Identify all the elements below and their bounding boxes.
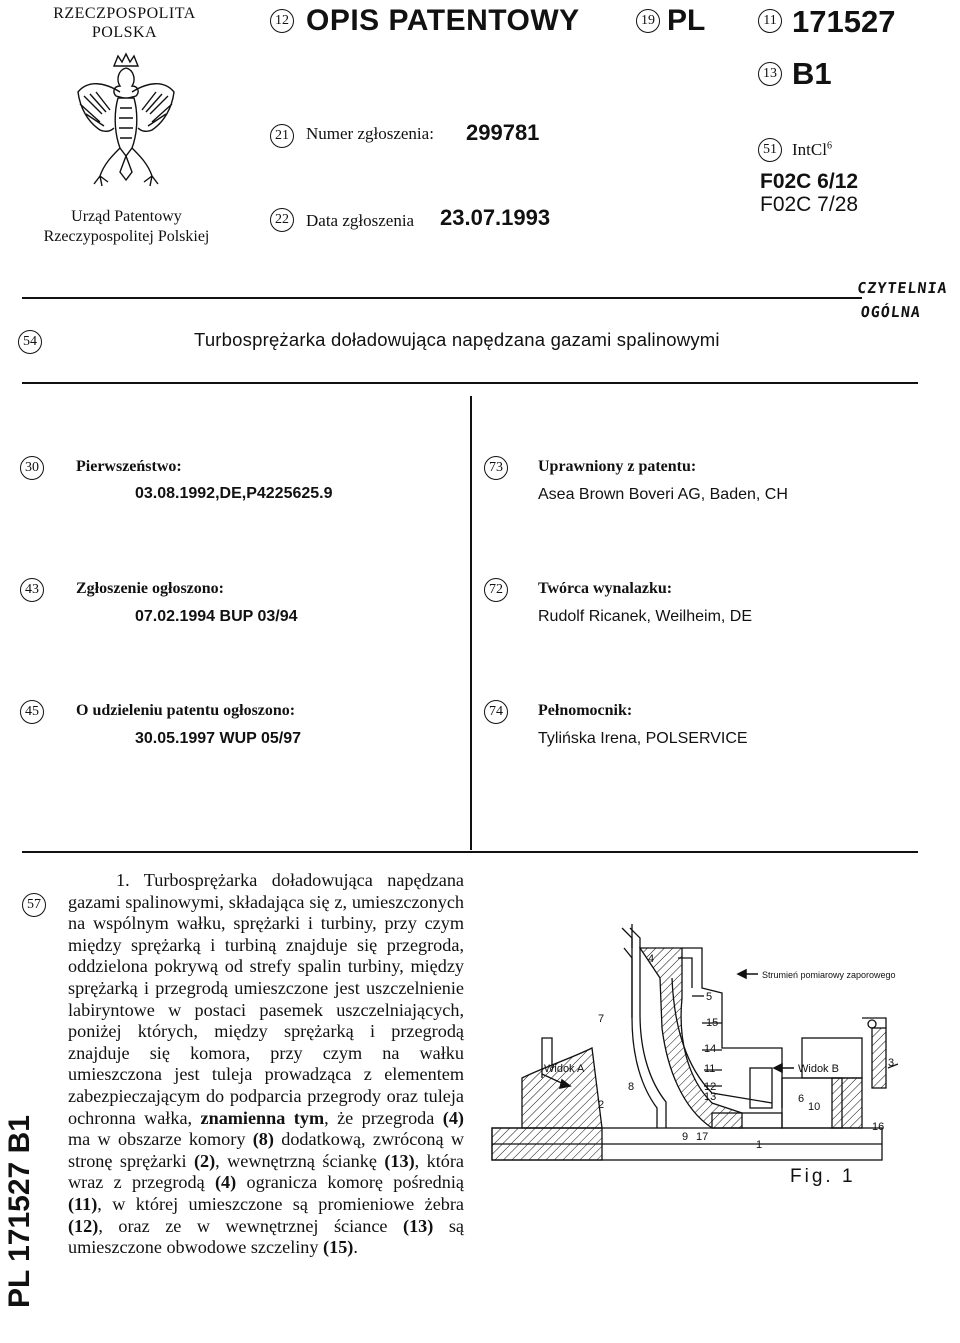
filing-date-label: Data zgłoszenia	[306, 211, 415, 230]
rule-bottom	[22, 851, 918, 853]
published-label: Zgłoszenie ogłoszono:	[76, 580, 224, 597]
ref-13: 13	[704, 1091, 717, 1103]
biblio-column-divider	[470, 396, 472, 850]
inid-code-51: 51	[758, 138, 782, 162]
patent-number: 171527	[792, 4, 896, 39]
ref-6: 6	[798, 1093, 805, 1105]
inventor-label: Twórca wynalazku:	[538, 580, 673, 597]
ipc-primary: F02C 6/12	[760, 170, 859, 193]
polish-eagle-emblem	[74, 52, 178, 190]
ref-11: 11	[704, 1063, 716, 1075]
inid-code-19: 19	[636, 9, 660, 33]
rule-top	[22, 297, 862, 299]
turbocharger-drawing	[482, 918, 902, 1180]
ref-2: 2	[598, 1099, 605, 1111]
inid-code-74: 74	[484, 700, 508, 724]
filing-date: 23.07.1993	[440, 205, 551, 230]
inid-code-45: 45	[20, 700, 44, 724]
attorney-label: Pełnomocnik:	[538, 702, 633, 719]
ref-15: 15	[706, 1017, 719, 1029]
owner-value: Asea Brown Boveri AG, Baden, CH	[538, 486, 788, 503]
inid-code-11: 11	[758, 9, 782, 33]
ref-7: 7	[598, 1013, 605, 1025]
invention-title: Turbosprężarka doładowująca napędzana gazami spalinowymi	[194, 329, 720, 350]
inventor-value: Rudolf Ricanek, Weilheim, DE	[538, 608, 753, 625]
rule-under-title	[22, 382, 918, 384]
ref-12: 12	[704, 1081, 717, 1093]
granted-value: 30.05.1997 WUP 05/97	[135, 730, 302, 747]
granted-label: O udzieleniu patentu ogłoszono:	[76, 702, 296, 719]
priority-value: 03.08.1992,DE,P4225625.9	[135, 485, 333, 502]
ref-9: 9	[682, 1131, 689, 1143]
view-b-label: Widok B	[798, 1063, 839, 1075]
ref-14: 14	[704, 1043, 717, 1055]
ref-17: 17	[696, 1131, 709, 1143]
inid-code-73: 73	[484, 456, 508, 480]
ref-16: 16	[872, 1121, 885, 1133]
ref-1: 1	[756, 1139, 763, 1151]
inid-code-21: 21	[270, 124, 294, 148]
priority-label: Pierwszeństwo:	[76, 458, 182, 475]
country-code: PL	[667, 4, 706, 37]
published-value: 07.02.1994 BUP 03/94	[135, 608, 298, 625]
ref-10: 10	[808, 1101, 821, 1113]
inid-code-54: 54	[18, 330, 42, 354]
application-number: 299781	[466, 120, 540, 145]
inid-code-57: 57	[22, 893, 46, 917]
inid-code-13: 13	[758, 62, 782, 86]
kind-code: B1	[792, 56, 832, 91]
figure-caption: Fig. 1	[790, 1166, 856, 1187]
inid-code-30: 30	[20, 456, 44, 480]
document-title: OPIS PATENTOWY	[306, 4, 580, 37]
country-name: RZECZPOSPOLITA POLSKA	[53, 5, 196, 41]
view-a-label: Widok A	[544, 1063, 585, 1075]
attorney-value: Tylińska Irena, POLSERVICE	[538, 730, 748, 747]
side-patent-label: PL 171527 B1	[3, 1115, 36, 1308]
ref-8: 8	[628, 1081, 635, 1093]
ref-5: 5	[706, 991, 713, 1003]
inid-code-43: 43	[20, 578, 44, 602]
ref-4: 4	[648, 953, 655, 965]
ref-3: 3	[888, 1057, 895, 1069]
application-number-label: Numer zgłoszenia:	[306, 124, 434, 143]
inid-code-22: 22	[270, 208, 294, 232]
intcl-label: IntCl$^6$	[792, 140, 832, 159]
flow-label: Strumień pomiarowy zaporowego	[762, 970, 896, 980]
inid-code-12: 12	[270, 9, 294, 33]
claim-text: 1. Turbosprężarka doładowująca napędzana gazami spalinowymi, składająca się z, umieszczonych na wspólnym wałku, sprężarki i turbiny, przy czym między sprężarką i turbiną znajduje się przegroda, oddzielona pokrywą od strefy spalin turbiny, między sprężarką i przegrodą umieszczone jest uszczelnienie labiryntowe w postaci pasemek uszczelniających, poniżej których, między sprężarką i przegrodą znajduje się komora, przy czym na wałku umieszczona jest tuleja prowadząca z elementem zabezpieczającym do podparcia przegrody oraz tuleja ochronna wałka, znamienna tym, że przegroda (4) ma w obszarze komory (8) dodatkową, zwróconą w stronę sprężarki (2), wewnętrzną ściankę (13), która wraz z przegrodą (4) ogranicza komorę pośrednią (11), w której umieszczone są promieniowe żebra (12), oraz ze w wewnętrznej ściance (13) są umieszczone obwodowe szczeliny (15).	[68, 870, 465, 1258]
library-stamp: CZYTELNIA OGÓLNA	[856, 279, 949, 321]
ipc-secondary: F02C 7/28	[760, 193, 859, 216]
inid-code-72: 72	[484, 578, 508, 602]
owner-label: Uprawniony z patentu:	[538, 458, 697, 475]
patent-office-name: Urząd Patentowy Rzeczypospolitej Polskiej	[43, 208, 210, 245]
